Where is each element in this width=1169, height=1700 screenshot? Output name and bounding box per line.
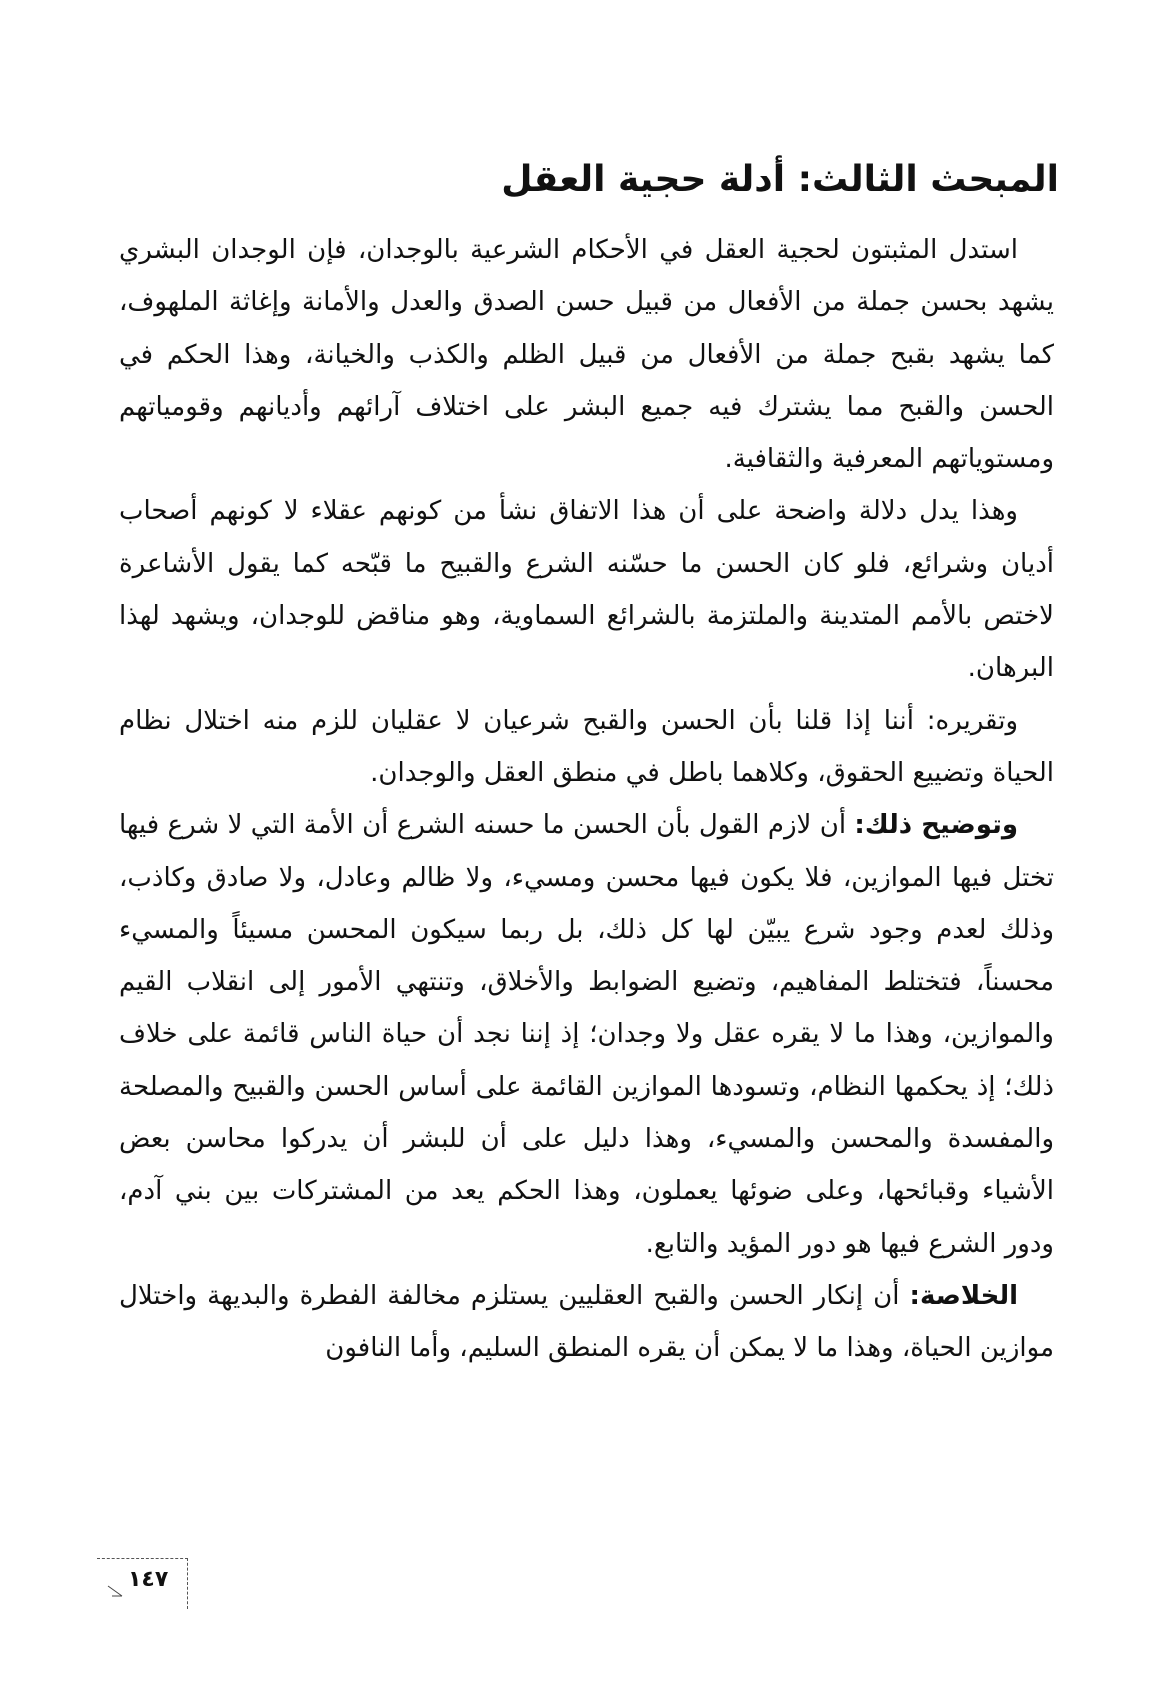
paragraph-3-text: وتقريره: أننا إذا قلنا بأن الحسن والقبح شرعيان لا عقليان للزم منه اختلال نظام الحياة وتضييع الحقوق، وكلاهما باطل في منطق العقل والوجدان.	[119, 705, 1054, 788]
paragraph-5-text: أن إنكار الحسن والقبح العقليين يستلزم مخالفة الفطرة والبديهة واختلال موازين الحياة، وهذا ما لا يمكن أن يقره المنطق السليم، وأما النافون	[119, 1280, 1054, 1364]
body-text	[119, 224, 1054, 1375]
paragraph-4-lead: وتوضيح ذلك:	[854, 810, 1018, 841]
paragraph-2	[119, 485, 1054, 694]
corner-ornament-icon	[106, 1584, 126, 1598]
paragraph-1-text: استدل المثبتون لحجية العقل في الأحكام الشرعية بالوجدان، فإن الوجدان البشري يشهد بحسن جملة من الأفعال من قبيل حسن الصدق والعدل والأمانة وإغاثة الملهوف، كما يشهد بقبح جملة من الأفعال من قبيل الظلم والكذب والخيانة، وهذا الحكم في الحسن والقبح مما يشترك فيه جميع البشر على اختلاف آرائهم وأديانهم وقومياتهم ومستوياتهم المعرفية والثقافية.	[119, 235, 1054, 475]
paragraph-2-text: وهذا يدل دلالة واضحة على أن هذا الاتفاق نشأ من كونهم عقلاء لا كونهم أصحاب أديان وشرائع، فلو كان الحسن ما حسّنه الشرع والقبيح ما قبّحه كما يقول الأشاعرة لاختص بالأمم المتدينة والملتزمة بالشرائع السماوية، وهو مناقض للوجدان، ويشهد لهذا البرهان.	[119, 496, 1054, 684]
paragraph-4	[119, 799, 1054, 1270]
page-number: ١٤٧	[128, 1567, 169, 1592]
section-heading: المبحث الثالث: أدلة حجية العقل	[501, 159, 1059, 200]
paragraph-3	[119, 695, 1054, 800]
paragraph-5-lead: الخلاصة:	[909, 1280, 1018, 1311]
paragraph-5	[119, 1270, 1054, 1375]
paragraph-4-text: أن لازم القول بأن الحسن ما حسنه الشرع أن الأمة التي لا شرع فيها تختل فيها الموازين، فلا يكون فيها محسن ومسيء، ولا ظالم وعادل، ولا صادق وكاذب، وذلك لعدم وجود شرع يبيّن لها كل ذلك، بل ربما سيكون المحسن مسيئاً والمسيء محسناً، فتختلط المفاهيم، وتضيع الضوابط والأخلاق، وتنتهي الأمور إلى انقلاب القيم والموازين، وهذا ما لا يقره عقل ولا وجدان؛ إذ إننا نجد أن حياة الناس قائمة على خلاف ذلك؛ إذ يحكمها النظام، وتسودها الموازين القائمة على أساس الحسن والقبيح والمصلحة والمفسدة والمحسن والمسيء، وهذا دليل على أن للبشر أن يدركوا محاسن بعض الأشياء وقبائحها، وعلى ضوئها يعملون، وهذا الحكم يعد من المشتركات بين بني آدم، ودور الشرع فيها هو دور المؤيد والتابع.	[119, 810, 1054, 1259]
paragraph-1	[119, 224, 1054, 485]
